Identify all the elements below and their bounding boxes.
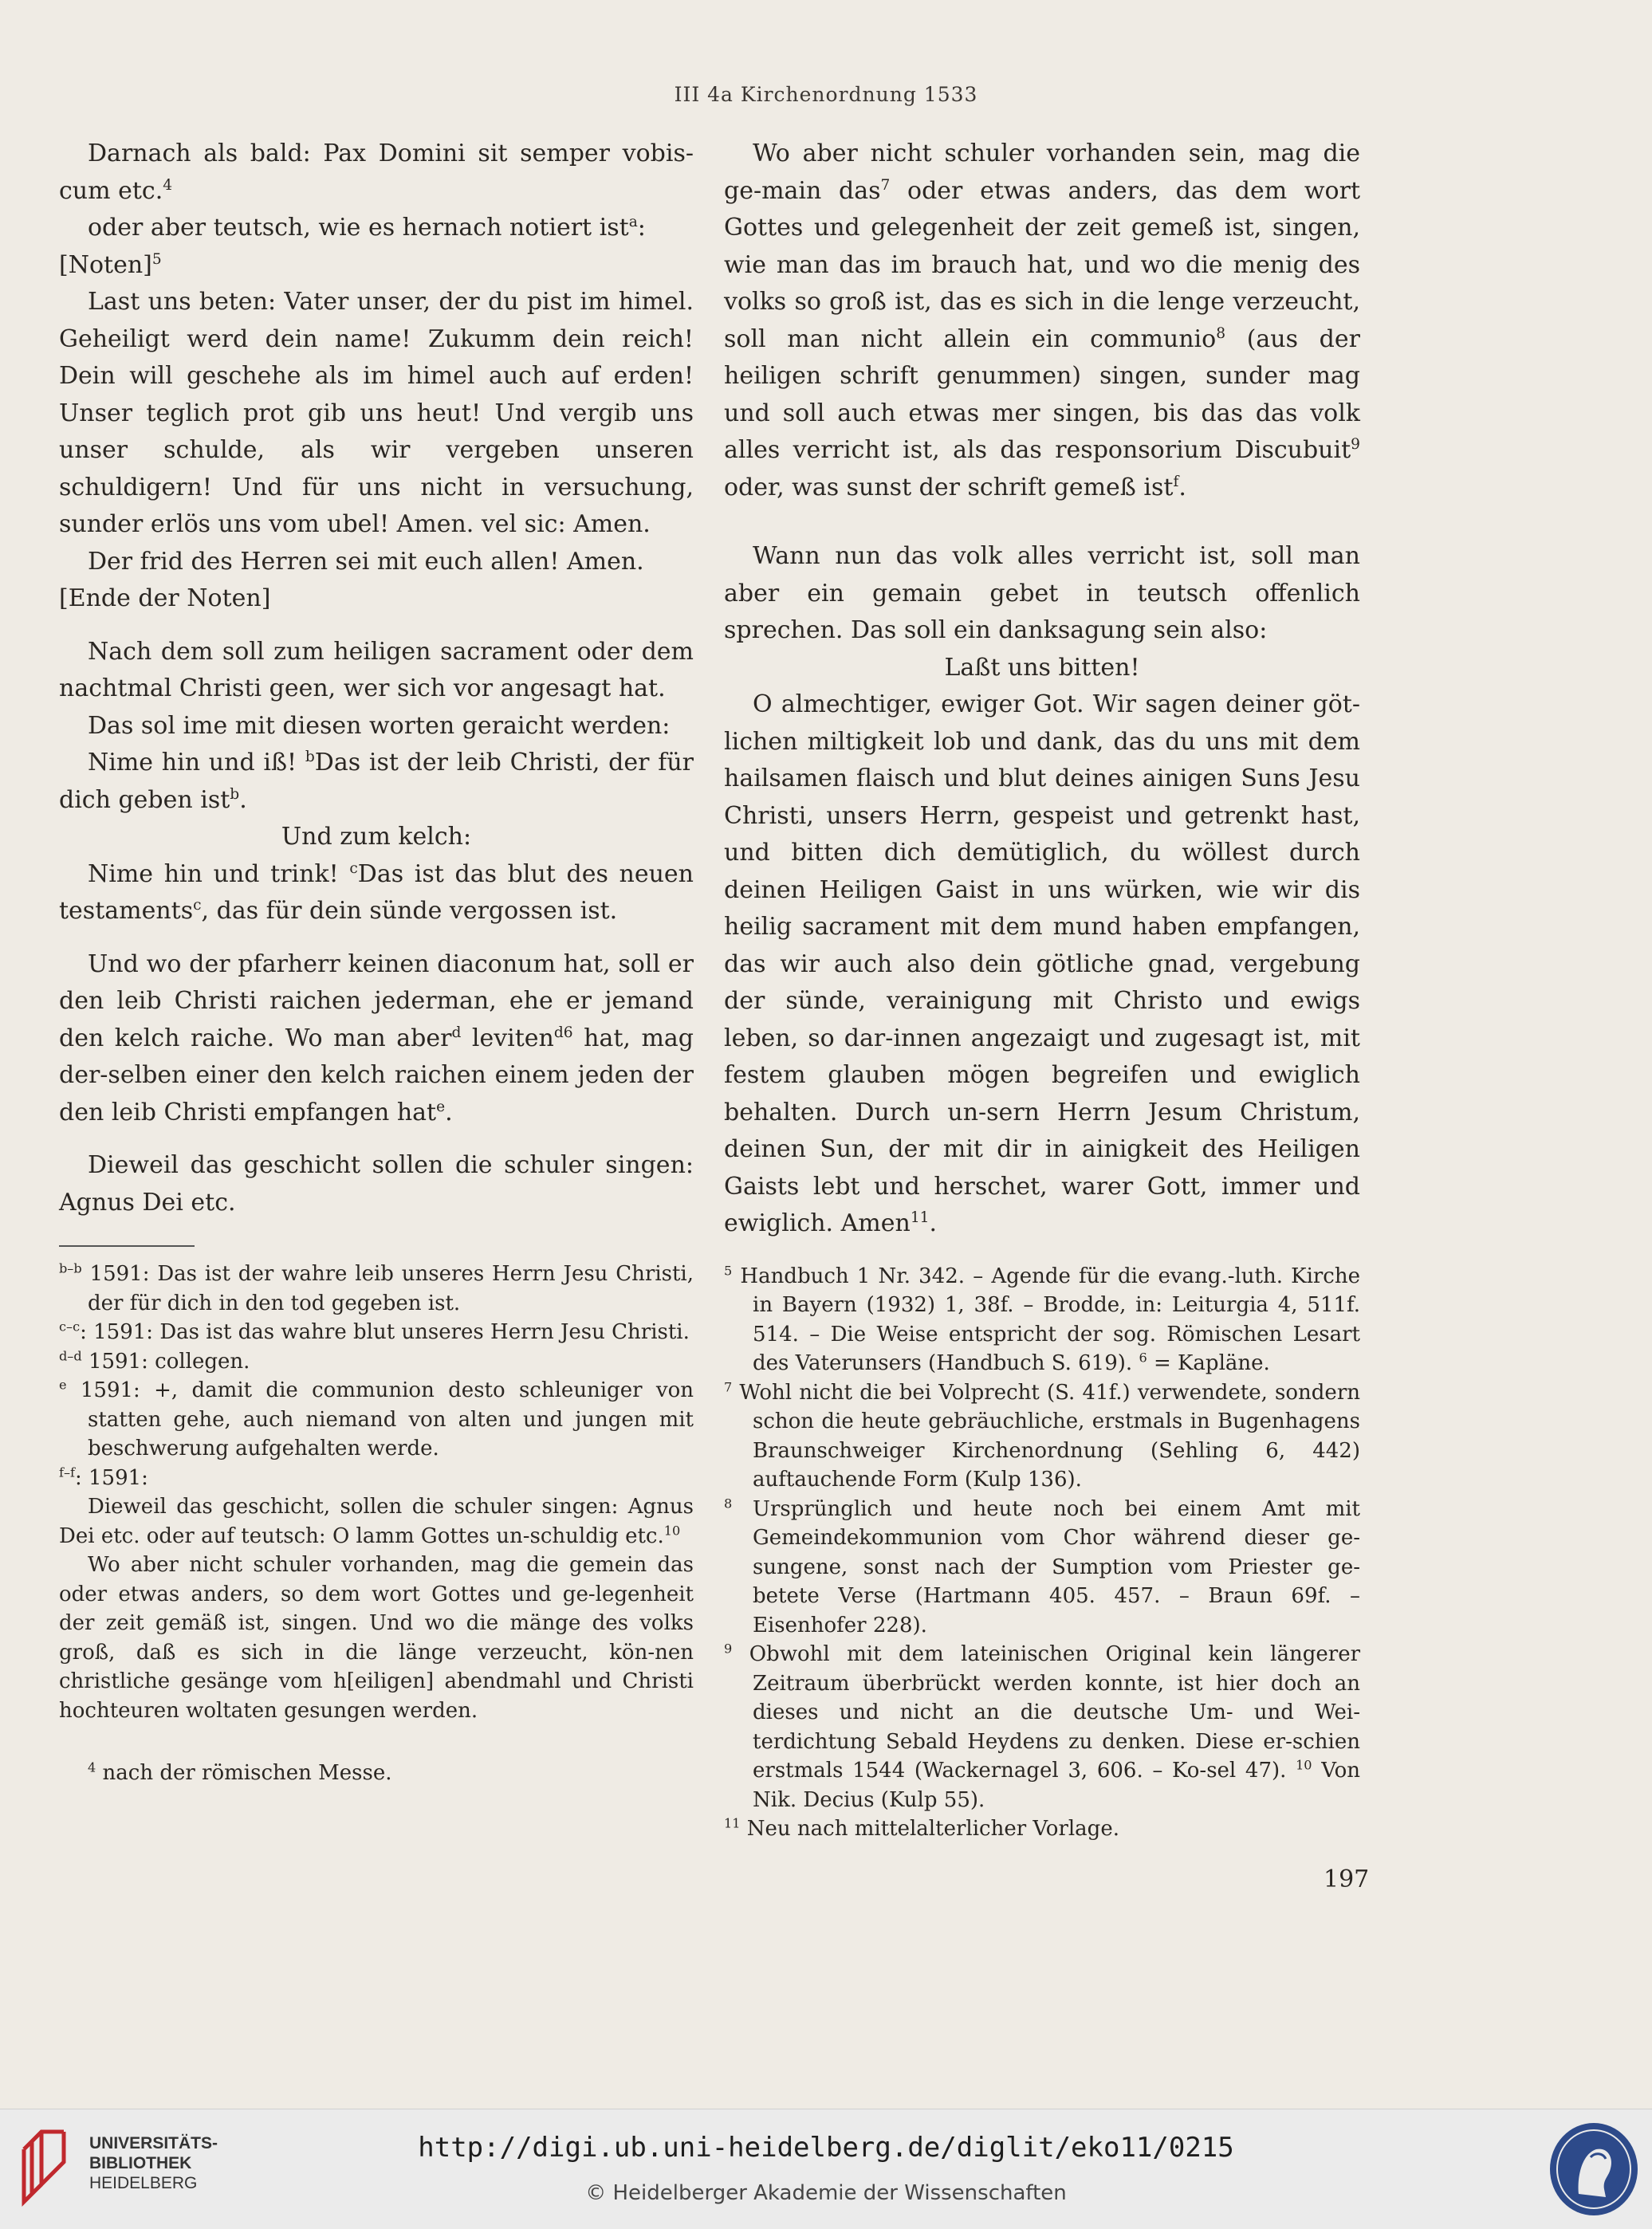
paragraph: Das sol ime mit diesen worten geraicht werden:	[88, 711, 671, 740]
page-number: 197	[1324, 1865, 1370, 1893]
copyright-notice: © Heidelberger Akademie der Wissenschaften	[585, 2181, 1067, 2205]
permalink[interactable]: http://digi.ub.uni-heidelberg.de/diglit/eko11/0215	[418, 2132, 1234, 2164]
footnote: $^{f-f}$: 1591:	[59, 1464, 148, 1490]
paragraph: Der frid des Herren sei mit euch allen! Amen.	[88, 547, 644, 576]
footnote: $^{d-d}$ 1591: collegen.	[59, 1347, 250, 1374]
right-column	[724, 136, 1360, 1844]
footnote: $^{11}$ Neu nach mittelalterlicher Vorlage.	[724, 1815, 1119, 1841]
footnote-ref: 5	[151, 250, 162, 268]
paragraph: Wann nun das volk alles verricht ist, soll man aber ein gemain gebet in teutsch offenlich sprechen. Das soll ein danksagung sein also:	[724, 542, 1360, 644]
variant-notes	[59, 1260, 694, 1788]
footnote: $^e$ 1591: +, damit die communion desto schleuniger von statten gehe, auch niemand von alten und jungen mit beschwerung aufgehalten werde.	[59, 1377, 694, 1460]
library-name[interactable]: UNIVERSITÄTS- BIBLIOTHEK HEIDELBERG	[89, 2134, 218, 2192]
footnote: Wo aber nicht schuler vorhanden, mag die gemein das oder etwas anders, so dem wort Gottes und ge-legenheit der zeit gemäß ist, singen. Und wo die mänge des volks groß, daß es sich in die länge verzeucht, kön-nen christliche gesänge vom h[eiligen] abendmahl und Christi hochteuren woltaten gesungen werden.	[59, 1553, 694, 1723]
footnote-ref: 11	[910, 1209, 930, 1226]
running-header: III 4a Kirchenordnung 1533	[674, 83, 978, 106]
paragraph: Und wo der pfarherr keinen diaconum hat, soll er den leib Christi raichen jederman, ehe er jemand den kelch raiche. Wo man aber$^d$ leviten$^{d6}$ hat, mag der-selben einer den kelch raichen einem jeden der den leib Christi empfangen hat$^e$.	[59, 949, 694, 1126]
commentary-notes	[724, 1262, 1360, 1844]
footnote-ref: 9	[1351, 436, 1360, 453]
academy-seal-icon	[1547, 2121, 1641, 2218]
footnote-ref: 7	[880, 176, 891, 194]
paragraph: oder aber teutsch, wie es hernach notiert ist$^a$:	[88, 214, 646, 242]
paragraph: Wo aber nicht schuler vorhanden sein, mag die ge-main das$^7$ oder etwas anders, das dem wort Gottes und gelegenheit der zeit gemeß ist, singen, wie man das im brauch hat, und wo die menig des volks so groß ist, das es sich in die lenge verzeucht, soll man nicht allein ein communio$^8$ (aus der heiligen schrift genummen) singen, sunder mag und soll auch etwas mer singen, bis das das volk alles verricht ist, als das responsorium Discubuit$^9$ oder, was sunst der schrift gemeß ist$^f$.	[724, 140, 1361, 501]
variant-ref: c	[193, 897, 202, 914]
paragraph: Nach dem soll zum heiligen sacrament oder dem nachtmal Christi geen, wer sich vor angesagt hat.	[59, 637, 694, 702]
footnote: $^{b-b}$ 1591: Das ist der wahre leib unseres Herrn Jesu Christi, der für dich in den tod gegeben ist.	[59, 1260, 694, 1315]
variant-ref: b	[230, 785, 240, 803]
footnote: $^9$ Obwohl mit dem lateinischen Original kein längerer Zeitraum überbrückt werden konnte, ist hier doch an dieses und nicht an die deutsche Um- und Wei-terdichtung Sebald Heydens zu denken. Diese er-schien erstmals 1544 (Wackernagel 3, 606. – Ko-sel 47). $^{10}$ Von Nik. Decius (Kulp 55).	[724, 1641, 1361, 1812]
footnote-divider	[59, 1245, 195, 1247]
paragraph: Nime hin und iß! $^b$Das ist der leib Christi, der für dich geben ist$^b$.	[59, 749, 694, 814]
variant-ref: b	[305, 749, 315, 765]
footnote-ref: 4	[163, 176, 173, 194]
footnote: $^{c-c}$: 1591: Das ist das wahre blut unseres Herrn Jesu Christi.	[59, 1319, 690, 1344]
viewer-footer	[0, 2109, 1652, 2229]
footnote: $^5$ Handbuch 1 Nr. 342. – Agende für die evang.-luth. Kirche in Bayern (1932) 1, 38f. – Brodde, in: Leiturgia 4, 511f. 514. – Die Weise entspricht der sog. Römischen Lesart des Vaterunsers (Handbuch S. 619). $^6$ = Kapläne.	[724, 1262, 1361, 1375]
variant-ref: c	[349, 859, 358, 877]
footnote: Dieweil das geschicht, sollen die schuler singen: Agnus Dei etc. oder auf teutsch: O lamm Gottes un-schuldig etc.$^{10}$	[59, 1495, 694, 1548]
footnote: $^7$ Wohl nicht die bei Volprecht (S. 41f.) verwendete, sondern schon die heute gebräuchliche, erstmals in Bugenhagens Braunschweiger Kirchenordnung (Sehling 6, 442) auftauchende Form (Kulp 136).	[724, 1378, 1360, 1492]
thanksgiving-prayer: O almechtiger, ewiger Got. Wir sagen deiner göt-lichen miltigkeit lob und dank, das du uns mit dem hailsamen flaisch und blut deines ainigen Suns Jesu Christi, unsers Herrn, gespeist und getrenkt hast, und bitten dich demütiglich, du wöllest durch deinen Heiligen Gaist in uns würken, wie wir dis heilig sacrament mit dem mund haben empfangen, das wir auch also dein götliche gnad, vergebung der sünde, verainigung mit Christo und ewigs leben, so dar-innen angezaigt und zugesagt ist, mit festem glauben mögen begreifen und ewiglich behalten. Durch un-sern Herrn Jesum Christum, deinen Sun, der mit dir in ainigkeit des Heiligen Gaists lebt und herschet, warer Gott, immer und ewiglich. Amen$^{11}$.	[724, 690, 1360, 1237]
paragraph: Dieweil das geschicht sollen die schuler singen: Agnus Dei etc.	[59, 1151, 694, 1217]
prayer-heading: Laßt uns bitten!	[944, 653, 1140, 682]
paragraph: [Ende der Noten]	[59, 584, 271, 612]
variant-ref: d6	[553, 1024, 573, 1041]
paragraph: Nime hin und trink! $^c$Das ist das blut des neuen testaments$^c$, das für dein sünde vergossen ist.	[59, 859, 694, 925]
footnote-ref: 8	[1216, 324, 1226, 342]
paragraph: [Noten]$^5$	[59, 250, 162, 279]
variant-ref: d	[451, 1024, 462, 1041]
variant-ref: e	[436, 1098, 446, 1115]
paragraph: Und zum kelch:	[281, 823, 472, 851]
lords-prayer: Last uns beten: Vater unser, der du pist im himel. Geheiligt werd dein name! Zukumm dein reich! Dein will geschehe als im himel auch auf erden! Unser teglich prot gib uns heut! Und vergib uns unser schulde, als wir vergeben unseren schuldigern! Und für uns nicht in versuchung, sunder erlös uns vom ubel! Amen. vel sic: Amen.	[59, 288, 694, 538]
footnote: $^8$ Ursprünglich und heute noch bei einem Amt mit Gemeindekommunion vom Chor während dieser ge-sungene, sonst nach der Sumption vom Priester ge-betete Verse (Hartmann 405. 457. – Braun 69f. – Eisenhofer 228).	[724, 1495, 1360, 1637]
paragraph: Darnach als bald: Pax Domini sit semper vobis-cum etc.$^4$	[59, 140, 694, 205]
variant-ref: f	[1173, 473, 1179, 490]
footnote: $^4$ nach der römischen Messe.	[88, 1759, 392, 1785]
footnote-ref: a	[628, 214, 638, 230]
left-column	[59, 136, 694, 1788]
